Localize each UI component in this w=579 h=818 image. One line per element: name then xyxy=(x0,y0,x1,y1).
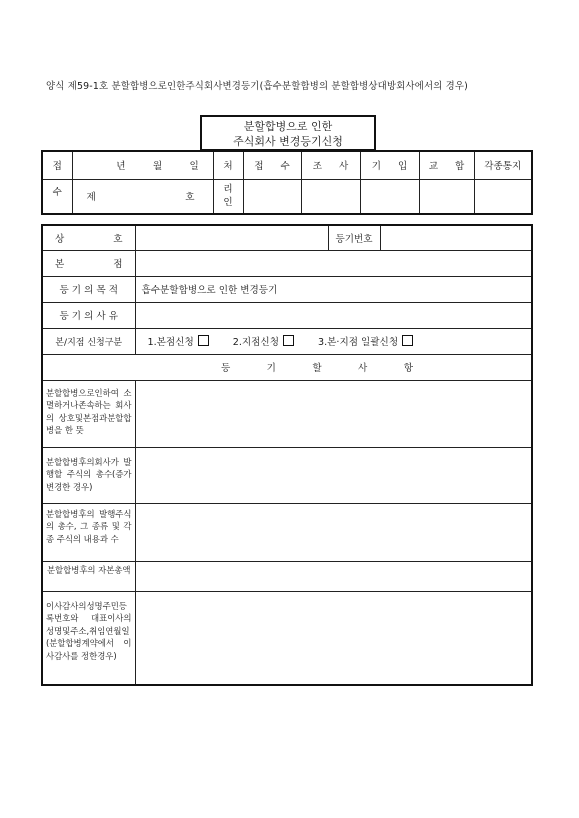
item-label-5: 이사감사의성명주민등록번호와 대표이사의 성명및주소,취임연월일(분할합병계약에서 이사감사를 정한경우) xyxy=(42,591,135,685)
col-notices: 각종통지 xyxy=(474,151,532,179)
item-input-1[interactable] xyxy=(135,380,532,447)
checkbox-icon[interactable] xyxy=(283,335,294,346)
item-label-1: 분할합병으로인하여 소멸하거나존속하는 회사의 상호및본점과분할합병을 한 뜻 xyxy=(42,380,135,447)
option-head-office[interactable] xyxy=(148,334,209,348)
branch-type-label: 본/지점 신청구분 xyxy=(42,328,135,354)
section-header-text: 등 기 할 사 항 xyxy=(221,363,413,374)
item-input-3[interactable] xyxy=(135,503,532,561)
purpose-value: 흡수분할합병으로 인한 변경등기 xyxy=(135,276,532,302)
date-month-label: 월 xyxy=(152,161,163,173)
purpose-label: 등 기 의 목 적 xyxy=(42,276,135,302)
item-label-3: 분할합병후의 발행주식의 총수, 그 종류 및 각종 주식의 내용과 수 xyxy=(42,503,135,561)
receipt-date-cell[interactable] xyxy=(72,151,213,179)
registration-table xyxy=(41,224,533,686)
col-review: 조 사 xyxy=(301,151,360,179)
form-number-title: 양식 제59-1호 분할합병으로인한주식회사변경등기(흡수분할합병의 분할합병상대방회사에서의 경우) xyxy=(46,81,469,92)
notices-stamp-cell[interactable] xyxy=(474,179,532,214)
option-head-office-label: 1.본점신청 xyxy=(147,337,194,348)
application-title-box xyxy=(200,115,376,151)
number-suffix: 호 xyxy=(185,192,195,204)
reg-number-input[interactable] xyxy=(380,225,532,250)
option-branch-label: 2.지점신청 xyxy=(232,337,279,348)
reg-number-label: 등기번호 xyxy=(328,225,380,250)
col-verify: 교 합 xyxy=(419,151,474,179)
branch-options xyxy=(135,328,532,354)
review-stamp-cell[interactable] xyxy=(301,179,360,214)
application-title-line1: 분할합병으로 인한 xyxy=(243,120,333,133)
reason-label: 등 기 의 사 유 xyxy=(42,302,135,328)
checkbox-icon[interactable] xyxy=(402,335,413,346)
date-day-label: 일 xyxy=(189,161,199,173)
item-input-4[interactable] xyxy=(135,561,532,591)
trade-name-input[interactable] xyxy=(135,225,328,250)
option-both[interactable] xyxy=(318,334,413,348)
date-year-label: 년 xyxy=(116,161,126,173)
item-input-5[interactable] xyxy=(135,591,532,685)
application-title-line2: 주식회사 변경등기신청 xyxy=(233,135,343,148)
receipt-table xyxy=(41,150,533,215)
item-label-2: 분할합병후의회사가 발행할 주식의 총수(증가변경한 경우) xyxy=(42,447,135,503)
reason-input[interactable] xyxy=(135,302,532,328)
trade-name-text: 상 호 xyxy=(55,233,123,245)
processing-label-ri: 리 xyxy=(223,184,233,196)
option-both-label: 3.본·지점 일괄신청 xyxy=(317,337,399,348)
number-prefix: 제 xyxy=(86,192,96,204)
option-branch[interactable] xyxy=(233,334,294,348)
receipt-number-cell[interactable] xyxy=(72,179,213,214)
processing-label-bottom xyxy=(213,179,243,214)
head-office-text: 본 점 xyxy=(55,259,123,270)
entry-stamp-cell[interactable] xyxy=(360,179,419,214)
item-input-2[interactable] xyxy=(135,447,532,503)
verify-stamp-cell[interactable] xyxy=(419,179,474,214)
checkbox-icon[interactable] xyxy=(198,335,209,346)
processing-label-in: 인 xyxy=(223,197,233,209)
section-header xyxy=(42,354,532,380)
receipt-label-bottom: 수 xyxy=(42,179,72,214)
trade-name-label xyxy=(42,225,135,250)
head-office-label xyxy=(42,250,135,276)
col-entry: 기 입 xyxy=(360,151,419,179)
col-receipt: 접 수 xyxy=(243,151,301,179)
item-label-4: 분할합병후의 자본총액 xyxy=(42,561,135,591)
head-office-input[interactable] xyxy=(135,250,532,276)
receipt-stamp-cell[interactable] xyxy=(243,179,301,214)
receipt-label-top: 접 xyxy=(42,151,72,179)
processing-label-top: 처 xyxy=(213,151,243,179)
